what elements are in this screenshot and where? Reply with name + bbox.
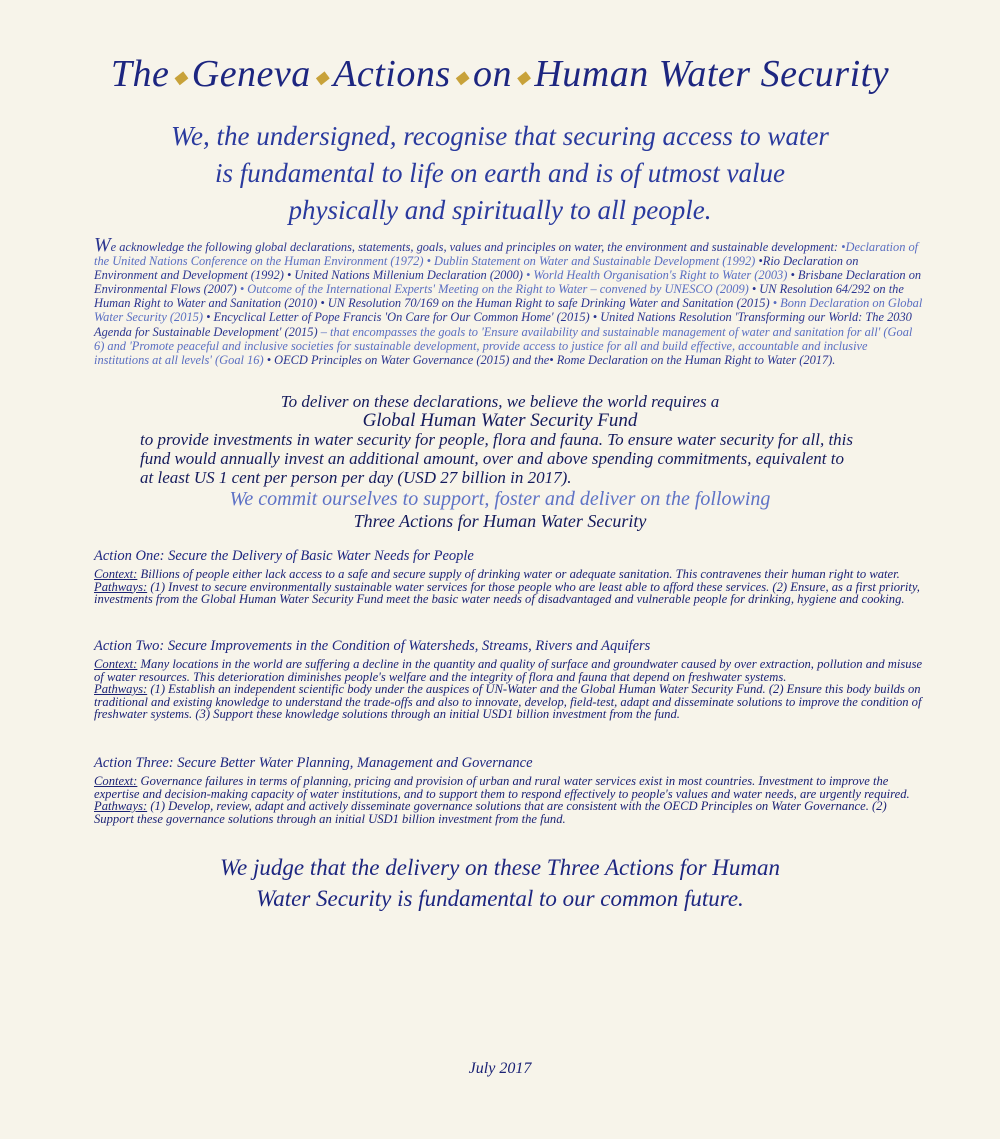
action-heading: Action Three: Secure Better Water Planning, Management and Governance — [94, 755, 533, 771]
pathways-text: (1) Invest to secure environmentally sustainable water services for those people who are least able to afford these services. (2) Ensure, as a first priority, investments from the Global Human Water Security Fund meet the basic water needs of disadvantaged and vulnerable people for drinking, hygiene and cooking. — [94, 579, 920, 606]
context-text: Governance failures in terms of planning, pricing and provision of urban and rural water services exist in most countries. Investment to improve the expertise and decision-making capacity of water institutions, and to support them to respond effectively to people's values and water needs, are urgently required. — [94, 774, 910, 801]
document-date: July 2017 — [468, 1060, 532, 1077]
ack-intro: e acknowledge the following global declarations, statements, goals, values and principles on water, the environment and sustainable development: — [110, 240, 839, 254]
ack-item: • UN Resolution 64/292 on the Human Right to Water and Sanitation (2010) — [94, 282, 904, 311]
ack-item: • OECD Principles on Water Governance (2015) and the• Rome Declaration on the Human Right to Water (2017). — [266, 352, 836, 367]
closing-statement — [140, 852, 860, 914]
ack-item: •Declaration of the United Nations Conference on the Human Environment (1972) — [94, 240, 919, 269]
ack-item: • UN Resolution 70/169 on the Human Right to safe Drinking Water and Sanitation (2015) — [320, 296, 770, 311]
action-heading: Action Two: Secure Improvements in the Condition of Watersheds, Streams, Rivers and Aquifers — [94, 638, 651, 654]
fund-body: to provide investments in water security for people, flora and fauna. To ensure water security for all, this fund would annually invest an additional amount, over and above spending commitments, equivalent to at least US 1 cent per person per day (USD 27 billion in 2017). — [140, 430, 854, 487]
pathways-text: (1) Develop, review, adapt and actively disseminate governance solutions that are consistent with the OECD Principles on Water Governance. (2) Support these governance solutions through an initial USD1 billion investment from the fund. — [94, 799, 887, 826]
closing-line: We judge that the delivery on these Three Actions for Human — [220, 855, 780, 880]
fund-intro: To deliver on these declarations, we believe the world requires a — [280, 392, 720, 411]
action-one — [94, 548, 924, 606]
commit-line: We commit ourselves to support, foster and deliver on the following — [229, 488, 771, 510]
gold-diamond-icon: ◆ — [454, 66, 469, 87]
context-label: Context: — [94, 567, 138, 581]
closing-line: Water Security is fundamental to our common future. — [256, 886, 744, 911]
context-text: Billions of people either lack access to a safe and secure supply of drinking water or adequate sanitation. This contravenes their human right to water. — [140, 567, 900, 581]
pathways-label: Pathways: — [94, 682, 148, 696]
ack-item: • Encyclical Letter of Pope Francis 'On Care for Our Common Home' (2015) — [206, 310, 590, 325]
preamble-line: is fundamental to life on earth and is of utmost value — [215, 158, 785, 188]
preamble-line: We, the undersigned, recognise that securing access to water — [171, 121, 829, 151]
title-word: The — [110, 53, 170, 95]
pathways-text: (1) Establish an independent scientific body under the auspices of UN-Water and the Global Human Water Security Fund. (2) Ensure this body builds on traditional and existing knowledge to understand the trade-offs and also to innovate, develop, field-test, adapt and disseminate solutions to improve the condition of freshwater systems. (3) Support these knowledge solutions through an initial USD1 billion investment from the fund. — [94, 682, 922, 721]
pathways-label: Pathways: — [94, 579, 148, 594]
ack-item: • Brisbane Declaration on Environmental Flows (2007) — [94, 268, 922, 297]
commitment — [200, 488, 800, 532]
pathways-label: Pathways: — [94, 799, 148, 813]
action-three — [94, 755, 924, 825]
drop-cap: W — [94, 234, 111, 256]
gold-diamond-icon: ◆ — [314, 66, 330, 87]
ack-item: • United Nations Resolution 'Transforming our World: The 2030 Agenda for Sustainable Development' (2015) — [94, 310, 912, 339]
ack-item: • Outcome of the International Experts' Meeting on the Right to Water – convened by UNESCO (2009) — [239, 282, 749, 297]
action-heading: Action One: Secure the Delivery of Basic Water Needs for People — [94, 548, 474, 564]
ack-item: •Rio Declaration on Environment and Development (1992) — [94, 254, 859, 283]
preamble-line: physically and spiritually to all people. — [288, 195, 712, 225]
context-text: Many locations in the world are suffering a decline in the quantity and quality of surface and groundwater caused by over extraction, pollution and misuse of water resources. This deterioration diminishes people's welfare and the integrity of flora and fauna that depend on freshwater systems. — [94, 657, 923, 684]
acknowledgement-paragraph — [94, 234, 924, 367]
gold-diamond-icon: ◆ — [515, 66, 531, 87]
ack-item: – that encompasses the goals to 'Ensure availability and sustainable management of water and sanitation for all' (Goal 6) and 'Promote peaceful and inclusive societies for sustainable development, provide access to justice for all and build effective, accountable and inclusive institutions at all levels' (Goal 16) — [94, 324, 913, 367]
title-word: on — [472, 53, 512, 95]
commit-subtitle: Three Actions for Human Water Security — [353, 511, 647, 531]
fund-name: Global Human Water Security Fund — [362, 410, 638, 431]
ack-item: • Bonn Declaration on Global Water Security (2015) — [94, 296, 923, 325]
preamble — [110, 118, 890, 229]
ack-item: • Dublin Statement on Water and Sustainable Development (1992) — [426, 254, 756, 269]
fund-statement — [140, 392, 860, 487]
ack-item: • World Health Organisation's Right to Water (2003) — [526, 268, 788, 283]
context-label: Context: — [94, 774, 138, 788]
ack-item: • United Nations Millenium Declaration (2000) — [286, 268, 523, 283]
context-label: Context: — [94, 657, 138, 671]
gold-diamond-icon: ◆ — [173, 66, 188, 87]
title-word: Actions — [333, 53, 451, 95]
title-word: Human Water Security — [534, 53, 890, 95]
action-two — [94, 638, 924, 721]
title-word: Geneva — [191, 53, 311, 95]
document-title — [0, 52, 1000, 96]
